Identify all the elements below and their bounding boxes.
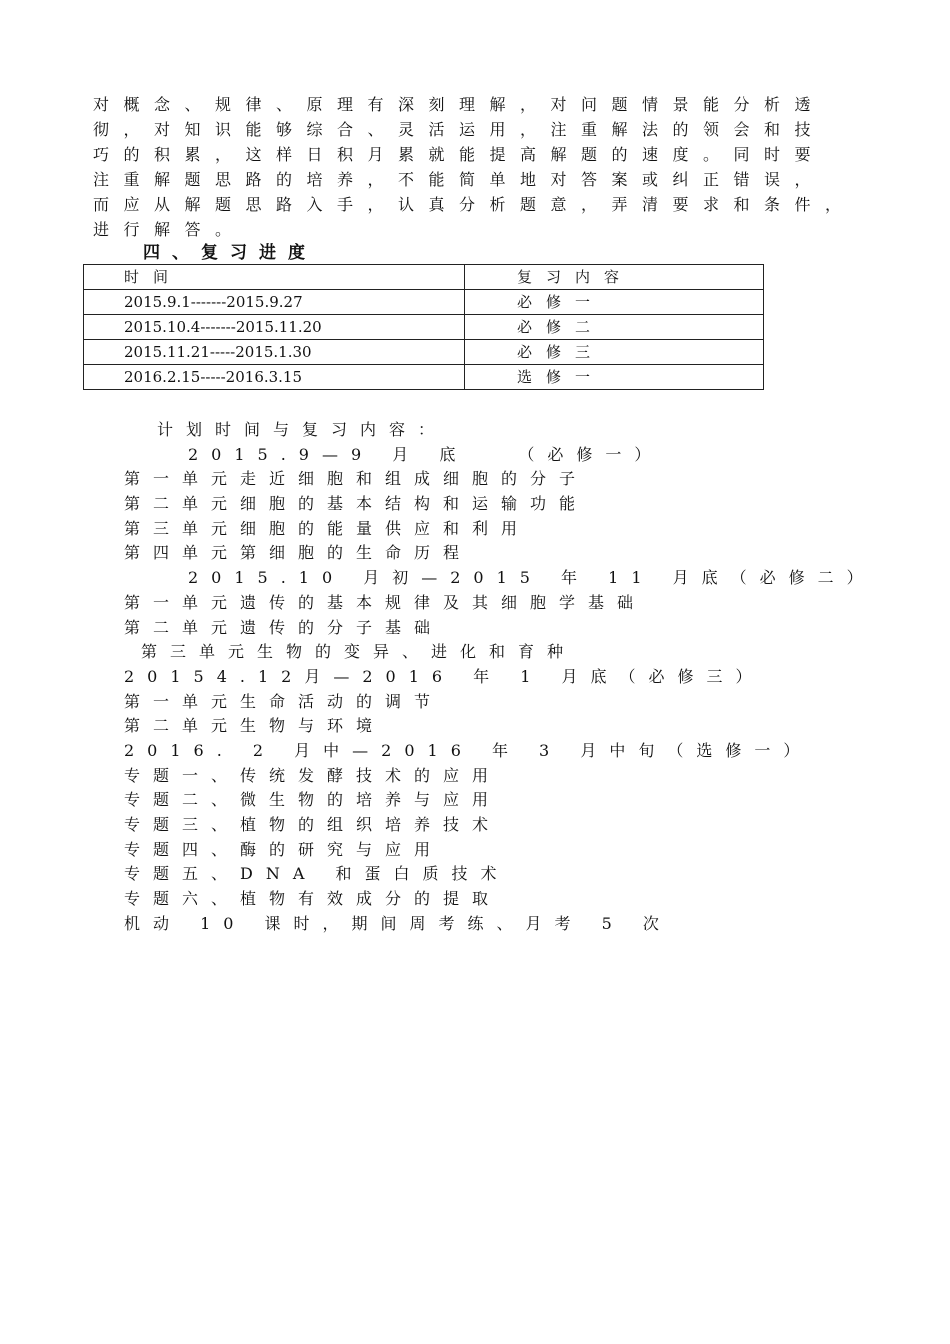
row-time: 2016.2.15-----2016.3.15 bbox=[84, 365, 465, 390]
section-heading: 四、复习进度 bbox=[143, 243, 317, 263]
plan-title: 计划时间与复习内容： bbox=[157, 420, 448, 439]
table-row bbox=[84, 340, 764, 365]
header-time: 时间 bbox=[84, 265, 465, 290]
plan-period: 2016. 2 月中—2016 年 3 月中旬（选修一） bbox=[124, 740, 813, 760]
plan-period: 2015.10 月初—2015 年 11 月底（必修二） bbox=[188, 568, 876, 588]
plan-topic: 专题四、酶的研究与应用 bbox=[124, 839, 444, 859]
plan-unit: 第一单元遗传的基本规律及其细胞学基础 bbox=[124, 592, 647, 612]
intro-line: 对概念、规律、原理有深刻理解，对问题情景能分析透 bbox=[93, 95, 826, 114]
review-plan bbox=[124, 418, 884, 936]
intro-paragraph bbox=[93, 92, 873, 242]
plan-topic: 专题六、植物有效成分的提取 bbox=[124, 889, 502, 909]
plan-topic: 专题二、微生物的培养与应用 bbox=[124, 790, 502, 810]
row-time: 2015.10.4-------2015.11.20 bbox=[84, 315, 465, 340]
plan-topic: 专题五、DNA 和蛋白质技术 bbox=[124, 864, 510, 884]
table-row bbox=[84, 365, 764, 390]
plan-unit: 第四单元第细胞的生命历程 bbox=[124, 543, 473, 563]
plan-topic: 专题三、植物的组织培养技术 bbox=[124, 815, 502, 834]
table-header-row bbox=[84, 265, 764, 290]
intro-line: 彻，对知识能够综合、灵活运用，注重解法的领会和技 bbox=[93, 120, 826, 139]
plan-unit: 第三单元细胞的能量供应和利用 bbox=[124, 518, 531, 538]
row-time: 2015.11.21-----2015.1.30 bbox=[84, 340, 465, 365]
row-content: 选修一 bbox=[465, 365, 764, 390]
plan-unit: 第二单元遗传的分子基础 bbox=[124, 617, 444, 637]
intro-line: 巧的积累，这样日积月累就能提高解题的速度。同时要 bbox=[93, 145, 826, 164]
plan-unit: 第三单元生物的变异、进化和育种 bbox=[141, 642, 577, 662]
plan-period: 2015.9—9 月 底 （必修一） bbox=[188, 444, 664, 464]
plan-note: 机动 10 课时，期间周考练、月考 5 次 bbox=[124, 913, 672, 933]
row-content: 必修一 bbox=[465, 290, 764, 315]
plan-unit: 第二单元细胞的基本结构和运输功能 bbox=[124, 494, 589, 514]
plan-unit: 第一单元走近细胞和组成细胞的分子 bbox=[124, 469, 589, 489]
row-content: 必修二 bbox=[465, 315, 764, 340]
table-row bbox=[84, 315, 764, 340]
plan-unit: 第二单元生物与环境 bbox=[124, 716, 386, 736]
row-time: 2015.9.1-------2015.9.27 bbox=[84, 290, 465, 315]
intro-line: 注重解题思路的培养，不能简单地对答案或纠正错误， bbox=[93, 170, 826, 189]
plan-unit: 第一单元生命活动的调节 bbox=[124, 691, 444, 711]
plan-period: 20154.12月—2016 年 1 月底（必修三） bbox=[124, 666, 765, 686]
intro-line: 而应从解题思路入手，认真分析题意，弄清要求和条件， bbox=[93, 195, 856, 214]
plan-topic: 专题一、传统发酵技术的应用 bbox=[124, 765, 502, 785]
review-schedule-table bbox=[83, 264, 764, 390]
row-content: 必修三 bbox=[465, 340, 764, 365]
table-row bbox=[84, 290, 764, 315]
header-content: 复习内容 bbox=[465, 265, 764, 290]
intro-line: 进行解答。 bbox=[93, 220, 246, 239]
